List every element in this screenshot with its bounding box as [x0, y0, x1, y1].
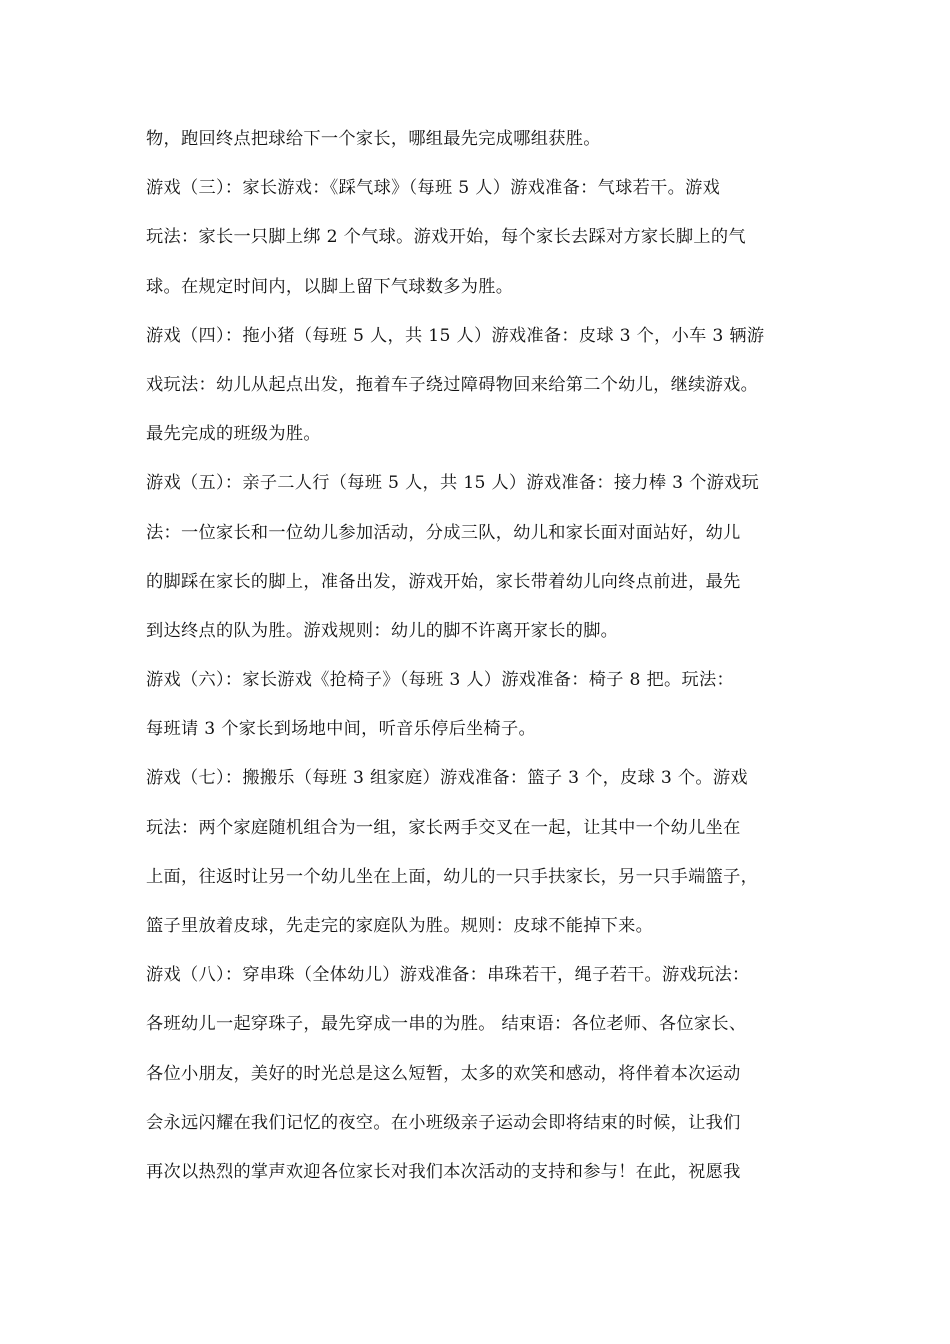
text-line: 各班幼儿一起穿珠子，最先穿成一串的为胜。 结束语：各位老师、各位家长、 — [146, 1014, 747, 1035]
text-line: 游戏（七）：搬搬乐（每班 3 组家庭）游戏准备：篮子 3 个，皮球 3 个。游戏 — [146, 768, 748, 789]
text-line: 上面，往返时让另一个幼儿坐在上面，幼儿的一只手扶家长，另一只手端篮子， — [146, 866, 759, 887]
text-line: 再次以热烈的掌声欢迎各位家长对我们本次活动的支持和参与！在此，祝愿我 — [146, 1161, 741, 1182]
text-line: 最先完成的班级为胜。 — [146, 424, 321, 445]
text-line: 的脚踩在家长的脚上，准备出发，游戏开始，家长带着幼儿向终点前进，最先 — [146, 571, 741, 592]
text-line: 球。在规定时间内，以脚上留下气球数多为胜。 — [146, 276, 514, 297]
text-line: 物，跑回终点把球给下一个家长，哪组最先完成哪组获胜。 — [146, 129, 601, 149]
text-line: 游戏（六）：家长游戏《抢椅子》（每班 3 人）游戏准备：椅子 8 把。玩法： — [146, 670, 734, 691]
document-body — [146, 124, 836, 1206]
text-line: 游戏（五）：亲子二人行（每班 5 人，共 15 人）游戏准备：接力棒 3 个游戏玩 — [146, 473, 760, 494]
text-line: 法：一位家长和一位幼儿参加活动，分成三队，幼儿和家长面对面站好，幼儿 — [146, 522, 741, 543]
text-line: 玩法：两个家庭随机组合为一组，家长两手交叉在一起，让其中一个幼儿坐在 — [146, 817, 741, 838]
text-line: 到达终点的队为胜。游戏规则：幼儿的脚不许离开家长的脚。 — [146, 620, 619, 641]
text-line: 戏玩法：幼儿从起点出发，拖着车子绕过障碍物回来给第二个幼儿，继续游戏。 — [146, 374, 759, 395]
text-line: 游戏（四）：拖小猪（每班 5 人，共 15 人）游戏准备：皮球 3 个，小车 3 辆游 — [146, 325, 765, 346]
text-line: 会永远闪耀在我们记忆的夜空。在小班级亲子运动会即将结束的时候，让我们 — [146, 1112, 741, 1133]
text-line: 玩法：家长一只脚上绑 2 个气球。游戏开始，每个家长去踩对方家长脚上的气 — [146, 227, 746, 248]
text-line: 各位小朋友，美好的时光总是这么短暂，太多的欢笑和感动，将伴着本次运动 — [146, 1063, 741, 1084]
text-line: 游戏（八）：穿串珠（全体幼儿）游戏准备：串珠若干，绳子若干。游戏玩法： — [146, 965, 750, 986]
text-line: 每班请 3 个家长到场地中间，听音乐停后坐椅子。 — [146, 719, 537, 740]
text-line: 游戏（三）：家长游戏：《踩气球》（每班 5 人）游戏准备：气球若干。游戏 — [146, 178, 721, 199]
text-line: 篮子里放着皮球，先走完的家庭队为胜。规则：皮球不能掉下来。 — [146, 916, 654, 936]
